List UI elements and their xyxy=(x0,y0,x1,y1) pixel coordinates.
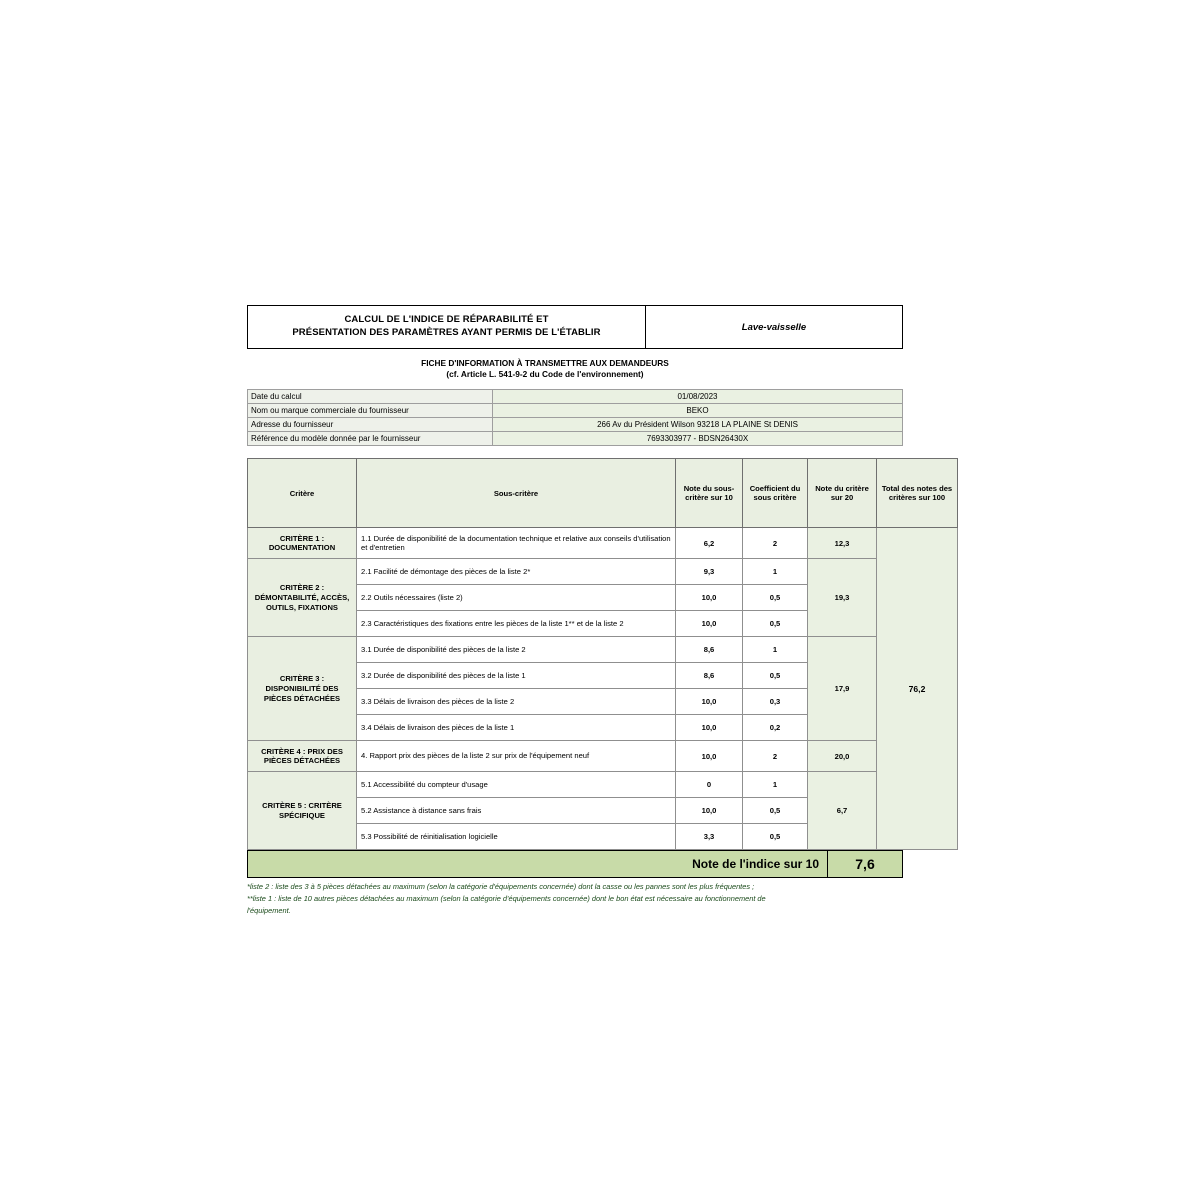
criterion-note-20: 19,3 xyxy=(808,559,877,637)
final-score-label: Note de l'indice sur 10 xyxy=(248,851,828,878)
subcriterion-coefficient: 0,5 xyxy=(743,585,808,611)
identification-label: Nom ou marque commerciale du fournisseur xyxy=(248,404,493,418)
subcriterion-coefficient: 0,5 xyxy=(743,798,808,824)
document-subtitle-line2: (cf. Article L. 541-9-2 du Code de l'environnement) xyxy=(446,369,644,380)
identification-table xyxy=(247,389,903,446)
identification-row xyxy=(248,432,903,446)
final-score-bar xyxy=(247,850,903,878)
identification-value: BEKO xyxy=(493,404,903,418)
table-row xyxy=(248,637,958,663)
criterion-label: CRITÈRE 1 : DOCUMENTATION xyxy=(248,528,357,559)
table-row xyxy=(248,741,958,772)
subcriterion-label: 2.3 Caractéristiques des fixations entre les pièces de la liste 1** et de la liste 2 xyxy=(357,611,676,637)
identification-row xyxy=(248,418,903,432)
product-type: Lave-vaisselle xyxy=(646,306,903,349)
criterion-label: CRITÈRE 5 : CRITÈRE SPÉCIFIQUE xyxy=(248,772,357,850)
header-note-20: Note du critère sur 20 xyxy=(808,459,877,528)
header-coefficient: Coefficient du sous critère xyxy=(743,459,808,528)
subcriterion-note: 10,0 xyxy=(676,689,743,715)
subcriterion-label: 2.2 Outils nécessaires (liste 2) xyxy=(357,585,676,611)
subcriterion-label: 4. Rapport prix des pièces de la liste 2 sur prix de l'équipement neuf xyxy=(357,741,676,772)
document-subtitle xyxy=(265,358,825,380)
subcriterion-note: 3,3 xyxy=(676,824,743,850)
identification-label: Adresse du fournisseur xyxy=(248,418,493,432)
subcriterion-coefficient: 0,2 xyxy=(743,715,808,741)
document-title-line1: CALCUL DE L'INDICE DE RÉPARABILITÉ ET xyxy=(344,314,549,326)
table-header-row xyxy=(248,459,958,528)
subcriterion-label: 1.1 Durée de disponibilité de la documentation technique et relative aux conseils d'utilisation et d'entretien xyxy=(357,528,676,559)
subcriterion-note: 6,2 xyxy=(676,528,743,559)
header-total-100: Total des notes des critères sur 100 xyxy=(877,459,958,528)
table-row xyxy=(248,559,958,585)
document-title-line2: PRÉSENTATION DES PARAMÈTRES AYANT PERMIS DE L'ÉTABLIR xyxy=(292,327,601,338)
identification-label: Date du calcul xyxy=(248,390,493,404)
subcriterion-note: 0 xyxy=(676,772,743,798)
subcriterion-note: 8,6 xyxy=(676,663,743,689)
identification-value: 01/08/2023 xyxy=(493,390,903,404)
subcriterion-note: 10,0 xyxy=(676,715,743,741)
header-criterion: Critère xyxy=(248,459,357,528)
subcriterion-coefficient: 0,5 xyxy=(743,663,808,689)
footnotes xyxy=(247,882,903,916)
subcriterion-label: 3.2 Durée de disponibilité des pièces de la liste 1 xyxy=(357,663,676,689)
subcriterion-coefficient: 1 xyxy=(743,772,808,798)
subcriterion-label: 5.3 Possibilité de réinitialisation logicielle xyxy=(357,824,676,850)
criterion-note-20: 20,0 xyxy=(808,741,877,772)
subcriterion-coefficient: 0,5 xyxy=(743,611,808,637)
table-row xyxy=(248,528,958,559)
criterion-label: CRITÈRE 4 : PRIX DES PIÈCES DÉTACHÉES xyxy=(248,741,357,772)
subcriterion-note: 10,0 xyxy=(676,585,743,611)
subcriterion-label: 3.1 Durée de disponibilité des pièces de la liste 2 xyxy=(357,637,676,663)
subcriterion-label: 3.4 Délais de livraison des pièces de la liste 1 xyxy=(357,715,676,741)
subcriterion-label: 3.3 Délais de livraison des pièces de la liste 2 xyxy=(357,689,676,715)
table-row xyxy=(248,772,958,798)
identification-value: 7693303977 - BDSN26430X xyxy=(493,432,903,446)
final-score-value: 7,6 xyxy=(828,851,903,878)
subcriterion-coefficient: 0,5 xyxy=(743,824,808,850)
subcriterion-coefficient: 0,3 xyxy=(743,689,808,715)
subcriterion-note: 10,0 xyxy=(676,611,743,637)
document-subtitle-line1: FICHE D'INFORMATION À TRANSMETTRE AUX DEMANDEURS xyxy=(421,358,669,368)
footnote-liste2: *liste 2 : liste des 3 à 5 pièces détachées au maximum (selon la catégorie d'équipements concernée) dont la casse ou les pannes sont les plus fréquentes ; xyxy=(247,882,755,892)
criterion-label: CRITÈRE 2 : DÉMONTABILITÉ, ACCÈS, OUTILS, FIXATIONS xyxy=(248,559,357,637)
criterion-note-20: 17,9 xyxy=(808,637,877,741)
criterion-note-20: 12,3 xyxy=(808,528,877,559)
total-score-100: 76,2 xyxy=(877,528,958,850)
header-subcriterion: Sous-critère xyxy=(357,459,676,528)
identification-label: Référence du modèle donnée par le fournisseur xyxy=(248,432,493,446)
subcriterion-note: 10,0 xyxy=(676,741,743,772)
scoring-table xyxy=(247,458,958,850)
identification-value: 266 Av du Président Wilson 93218 LA PLAINE St DENIS xyxy=(493,418,903,432)
criterion-label: CRITÈRE 3 : DISPONIBILITÉ DES PIÈCES DÉTACHÉES xyxy=(248,637,357,741)
footnote-liste1-cont: l'équipement. xyxy=(247,905,291,915)
subcriterion-note: 8,6 xyxy=(676,637,743,663)
subcriterion-label: 5.1 Accessibilité du compteur d'usage xyxy=(357,772,676,798)
subcriterion-coefficient: 2 xyxy=(743,528,808,559)
identification-row xyxy=(248,390,903,404)
criterion-note-20: 6,7 xyxy=(808,772,877,850)
subcriterion-note: 9,3 xyxy=(676,559,743,585)
identification-row xyxy=(248,404,903,418)
subcriterion-coefficient: 1 xyxy=(743,637,808,663)
subcriterion-coefficient: 1 xyxy=(743,559,808,585)
subcriterion-label: 5.2 Assistance à distance sans frais xyxy=(357,798,676,824)
header-note-sub: Note du sous-critère sur 10 xyxy=(676,459,743,528)
subcriterion-note: 10,0 xyxy=(676,798,743,824)
subcriterion-coefficient: 2 xyxy=(743,741,808,772)
subcriterion-label: 2.1 Facilité de démontage des pièces de la liste 2* xyxy=(357,559,676,585)
document-title xyxy=(248,306,646,349)
repairability-index-sheet xyxy=(247,305,953,918)
footnote-liste1: **liste 1 : liste de 10 autres pièces détachées au maximum (selon la catégorie d'équipements concernée) dont le bon état est nécessaire au fonctionnement de xyxy=(247,894,766,904)
title-block xyxy=(247,305,903,349)
